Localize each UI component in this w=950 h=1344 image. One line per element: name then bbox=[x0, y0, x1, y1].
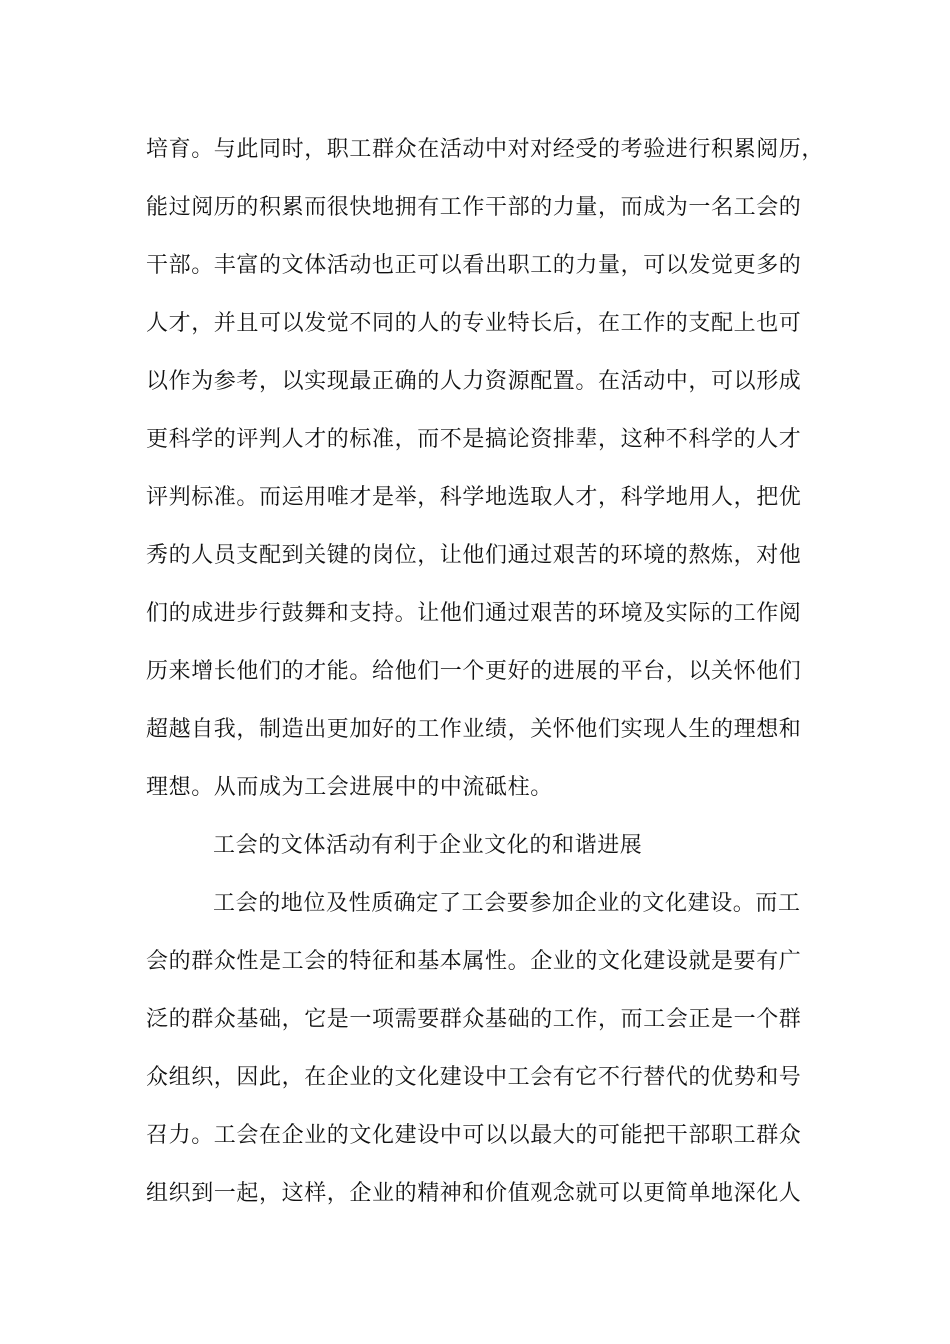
body-text-line: 秀的人员支配到关键的岗位，让他们通过艰苦的环境的熬炼，对他 bbox=[146, 543, 802, 568]
body-text-line: 们的成进步行鼓舞和支持。让他们通过艰苦的环境及实际的工作阅 bbox=[146, 601, 802, 626]
body-text-line: 召力。工会在企业的文化建设中可以以最大的可能把干部职工群众 bbox=[146, 1123, 802, 1148]
body-text-line: 培育。与此同时，职工群众在活动中对对经受的考验进行积累阅历， bbox=[146, 137, 825, 162]
body-text-line: 能过阅历的积累而很快地拥有工作干部的力量，而成为一名工会的 bbox=[146, 195, 802, 220]
body-text-line: 干部。丰富的文体活动也正可以看出职工的力量，可以发觉更多的 bbox=[146, 253, 802, 278]
body-text-line: 工会的地位及性质确定了工会要参加企业的文化建设。而工 bbox=[213, 891, 801, 916]
body-text-line: 评判标准。而运用唯才是举，科学地选取人才，科学地用人，把优 bbox=[146, 485, 802, 510]
body-text-line: 更科学的评判人才的标准，而不是搞论资排辈，这种不科学的人才 bbox=[146, 427, 802, 452]
body-text-line: 泛的群众基础，它是一项需要群众基础的工作，而工会正是一个群 bbox=[146, 1007, 802, 1032]
body-text-line: 历来增长他们的才能。给他们一个更好的进展的平台，以关怀他们 bbox=[146, 659, 802, 684]
body-text-line: 以作为参考，以实现最正确的人力资源配置。在活动中，可以形成 bbox=[146, 369, 802, 394]
section-heading: 工会的文体活动有利于企业文化的和谐进展 bbox=[213, 833, 643, 858]
body-text-line: 人才，并且可以发觉不同的人的专业特长后，在工作的支配上也可 bbox=[146, 311, 802, 336]
body-text-line: 会的群众性是工会的特征和基本属性。企业的文化建设就是要有广 bbox=[146, 949, 802, 974]
body-text-line: 超越自我，制造出更加好的工作业绩，关怀他们实现人生的理想和 bbox=[146, 717, 802, 742]
body-text-line: 理想。从而成为工会进展中的中流砥柱。 bbox=[146, 775, 553, 800]
body-text-line: 众组织，因此，在企业的文化建设中工会有它不行替代的优势和号 bbox=[146, 1065, 802, 1090]
body-text-line: 组织到一起，这样，企业的精神和价值观念就可以更简单地深化人 bbox=[146, 1181, 802, 1206]
